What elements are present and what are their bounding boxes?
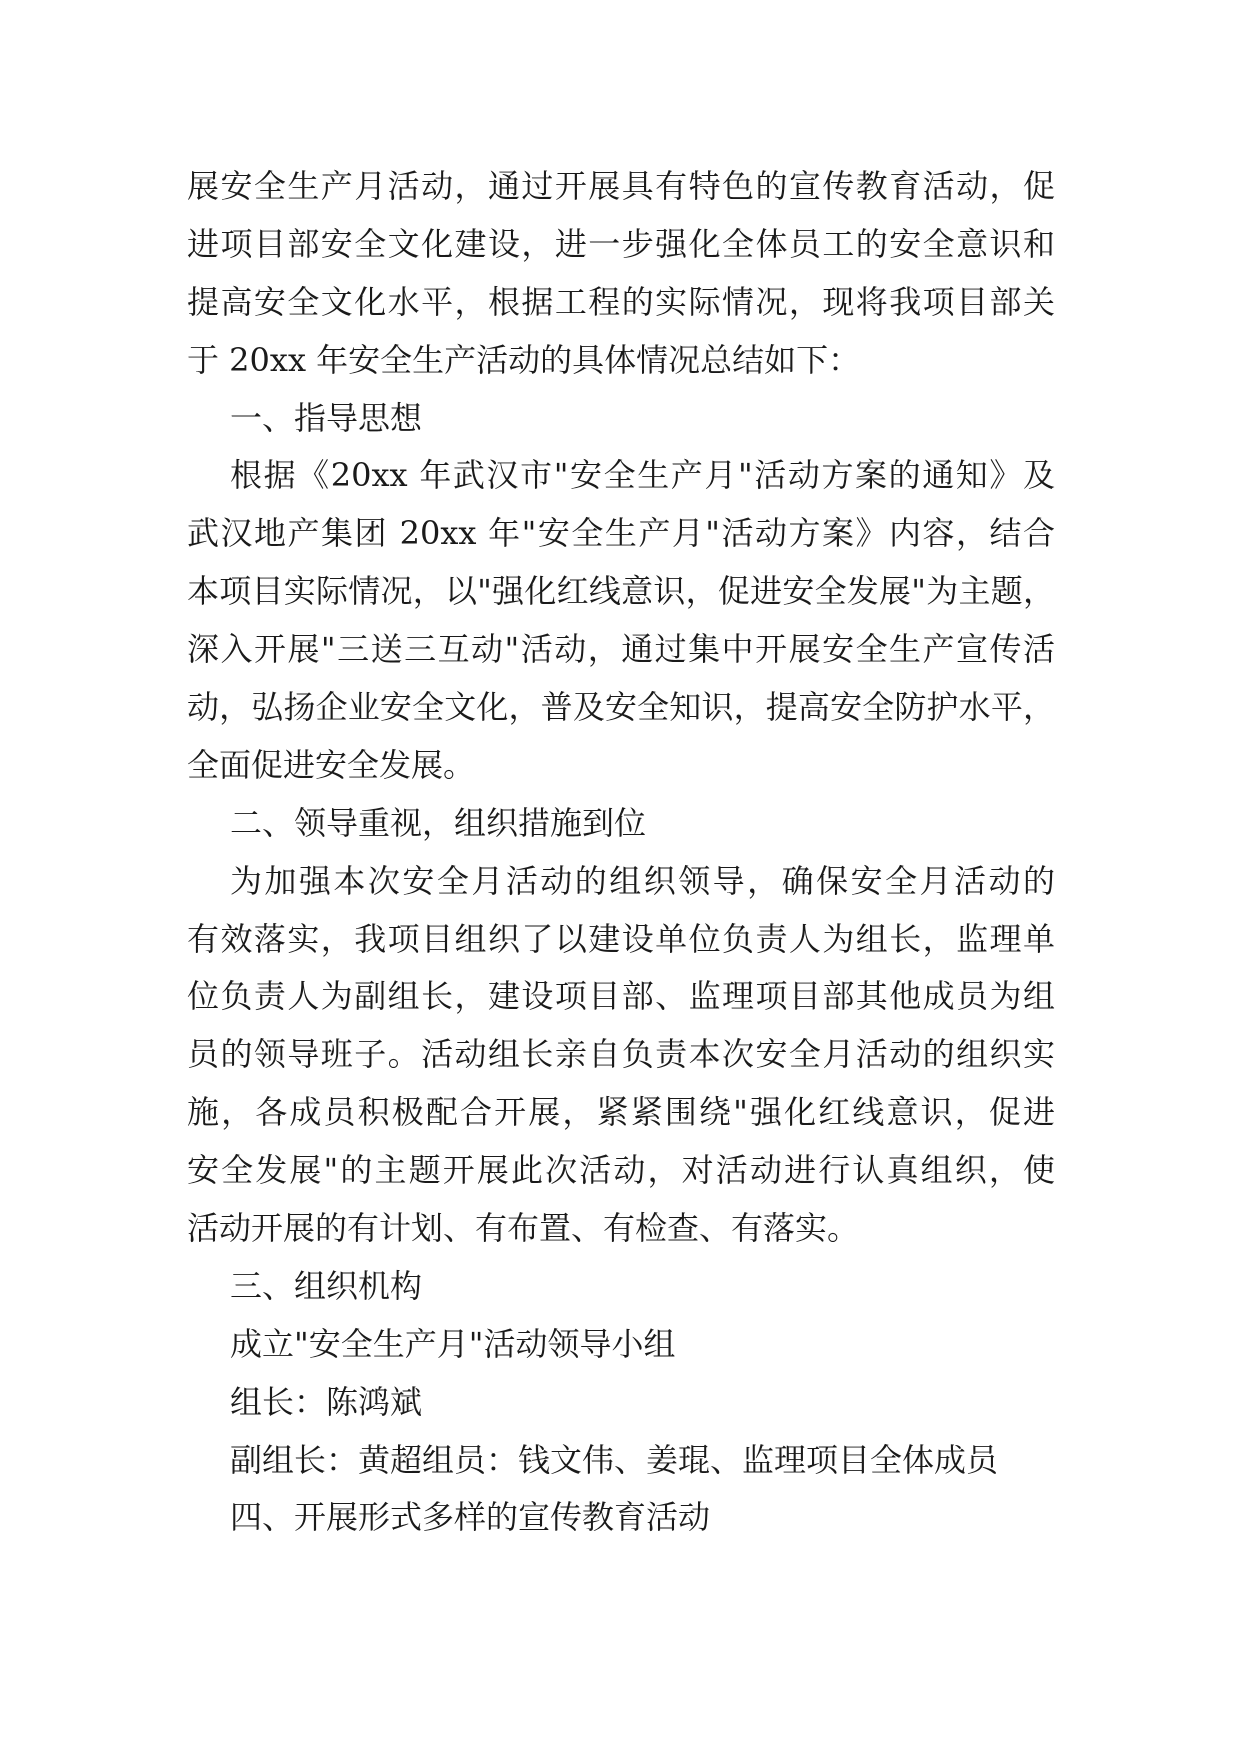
text-line: 施，各成员积极配合开展，紧紧围绕"强化红线意识，促进 bbox=[187, 1093, 1055, 1132]
text-line: 提高安全文化水平，根据工程的实际情况，现将我项目部关 bbox=[187, 282, 1055, 321]
section-heading bbox=[187, 1489, 1055, 1547]
section-heading bbox=[187, 390, 1055, 448]
text-line: 展安全生产月活动，通过开展具有特色的宣传教育活动，促 bbox=[187, 167, 1055, 205]
document-page bbox=[187, 158, 1055, 1547]
text-line: 根据《20xx 年武汉市"安全生产月"活动方案的通知》及 bbox=[230, 456, 1055, 495]
text-line: 为加强本次安全月活动的组织领导，确保安全月活动的 bbox=[230, 861, 1055, 900]
continued-paragraph bbox=[187, 158, 1055, 390]
section-heading bbox=[187, 1258, 1055, 1316]
text-line: 于 20xx 年安全生产活动的具体情况总结如下： bbox=[187, 340, 861, 379]
text-line: 动，弘扬企业安全文化，普及安全知识，提高安全防护水平， bbox=[187, 688, 1055, 727]
text-line: 本项目实际情况，以"强化红线意识，促进安全发展"为主题， bbox=[187, 572, 1055, 611]
body-paragraph bbox=[187, 447, 1055, 794]
text-line: 进项目部安全文化建设，进一步强化全体员工的安全意识和 bbox=[187, 224, 1055, 263]
text-line: 有效落实，我项目组织了以建设单位负责人为组长，监理单 bbox=[187, 919, 1055, 958]
text-line: 副组长：黄超组员：钱文伟、姜琨、监理项目全体成员 bbox=[230, 1440, 999, 1479]
heading-text: 三、组织机构 bbox=[230, 1266, 423, 1305]
text-line: 位负责人为副组长，建设项目部、监理项目部其他成员为组 bbox=[187, 977, 1055, 1016]
text-line: 员的领导班子。活动组长亲自负责本次安全月活动的组织实 bbox=[187, 1035, 1055, 1074]
heading-text: 二、领导重视，组织措施到位 bbox=[230, 803, 647, 842]
section-heading bbox=[187, 795, 1055, 853]
text-line: 成立"安全生产月"活动领导小组 bbox=[230, 1324, 676, 1363]
text-line: 武汉地产集团 20xx 年"安全生产月"活动方案》内容，结合 bbox=[187, 514, 1055, 553]
body-paragraph bbox=[187, 853, 1055, 1258]
body-paragraph bbox=[187, 1374, 1055, 1432]
heading-text: 四、开展形式多样的宣传教育活动 bbox=[230, 1498, 711, 1537]
text-line: 活动开展的有计划、有布置、有检查、有落实。 bbox=[187, 1209, 860, 1248]
text-line: 深入开展"三送三互动"活动，通过集中开展安全生产宣传活 bbox=[187, 630, 1055, 669]
text-line: 安全发展"的主题开展此次活动，对活动进行认真组织，使 bbox=[187, 1151, 1055, 1190]
body-paragraph bbox=[187, 1432, 1055, 1490]
body-paragraph bbox=[187, 1316, 1055, 1374]
text-line: 组长：陈鸿斌 bbox=[230, 1382, 423, 1421]
text-line: 全面促进安全发展。 bbox=[187, 745, 476, 784]
heading-text: 一、指导思想 bbox=[230, 398, 423, 437]
